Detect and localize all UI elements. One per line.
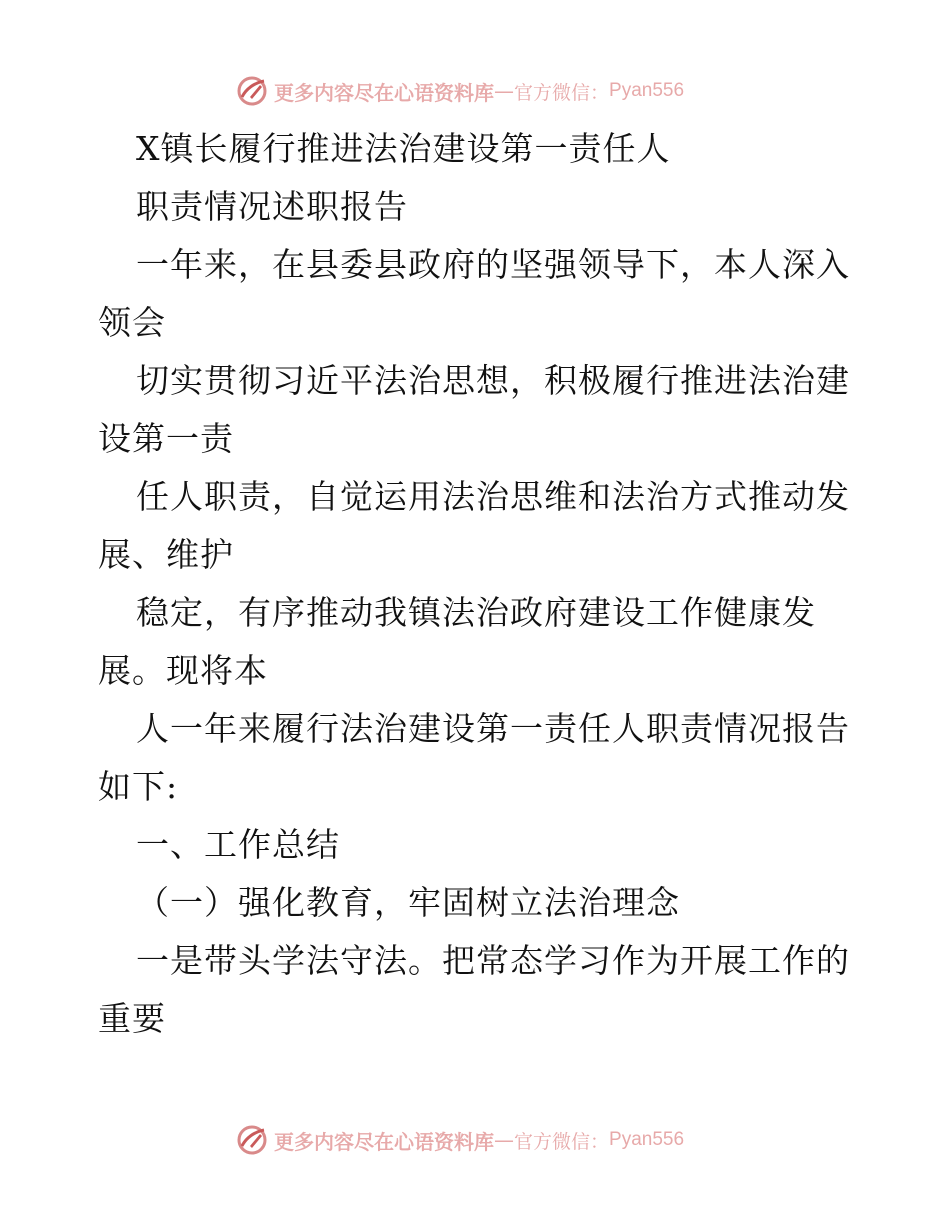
paragraph-line: 人一年来履行法治建设第一责任人职责情况报告 xyxy=(136,709,850,748)
watermark-separator: — xyxy=(494,79,514,103)
pen-logo-icon xyxy=(236,75,268,107)
document-title-line-2: 职责情况述职报告 xyxy=(136,187,408,226)
watermark-separator: — xyxy=(494,1128,514,1152)
watermark-wechat-id: Pyan556 xyxy=(609,1129,685,1150)
paragraph-line: 稳定，有序推动我镇法治政府建设工作健康发 xyxy=(136,593,816,632)
watermark-text: 更多内容尽在心语资料库 xyxy=(274,80,494,105)
section-heading: 一、工作总结 xyxy=(136,825,340,864)
paragraph-line: 重要 xyxy=(98,999,166,1038)
paragraph-line: 设第一责 xyxy=(98,419,234,458)
paragraph-line: 如下: xyxy=(98,767,179,806)
paragraph-line: 一年来，在县委县政府的坚强领导下，本人深入 xyxy=(136,245,850,284)
watermark-wechat-id: Pyan556 xyxy=(609,80,685,101)
paragraph-line: 展、维护 xyxy=(98,535,234,574)
paragraph-line: 任人职责，自觉运用法治思维和法治方式推动发 xyxy=(136,477,850,516)
watermark-wechat-label: 官方微信： xyxy=(514,81,610,104)
watermark-banner-bottom xyxy=(236,1120,756,1160)
watermark-text: 更多内容尽在心语资料库 xyxy=(274,1129,494,1154)
watermark-banner-top xyxy=(236,71,756,111)
document-body xyxy=(98,120,858,1048)
watermark-wechat-label: 官方微信： xyxy=(514,1130,610,1153)
paragraph-line: 展。现将本 xyxy=(98,651,268,690)
paragraph-line: 切实贯彻习近平法治思想，积极履行推进法治建 xyxy=(136,361,850,400)
pen-logo-icon xyxy=(236,1124,268,1156)
paragraph-line: 一是带头学法守法。把常态学习作为开展工作的 xyxy=(136,941,850,980)
paragraph-line: 领会 xyxy=(98,303,166,342)
document-title-line-1: X镇长履行推进法治建设第一责任人 xyxy=(136,129,671,168)
subsection-heading: （一）强化教育，牢固树立法治理念 xyxy=(136,883,680,922)
